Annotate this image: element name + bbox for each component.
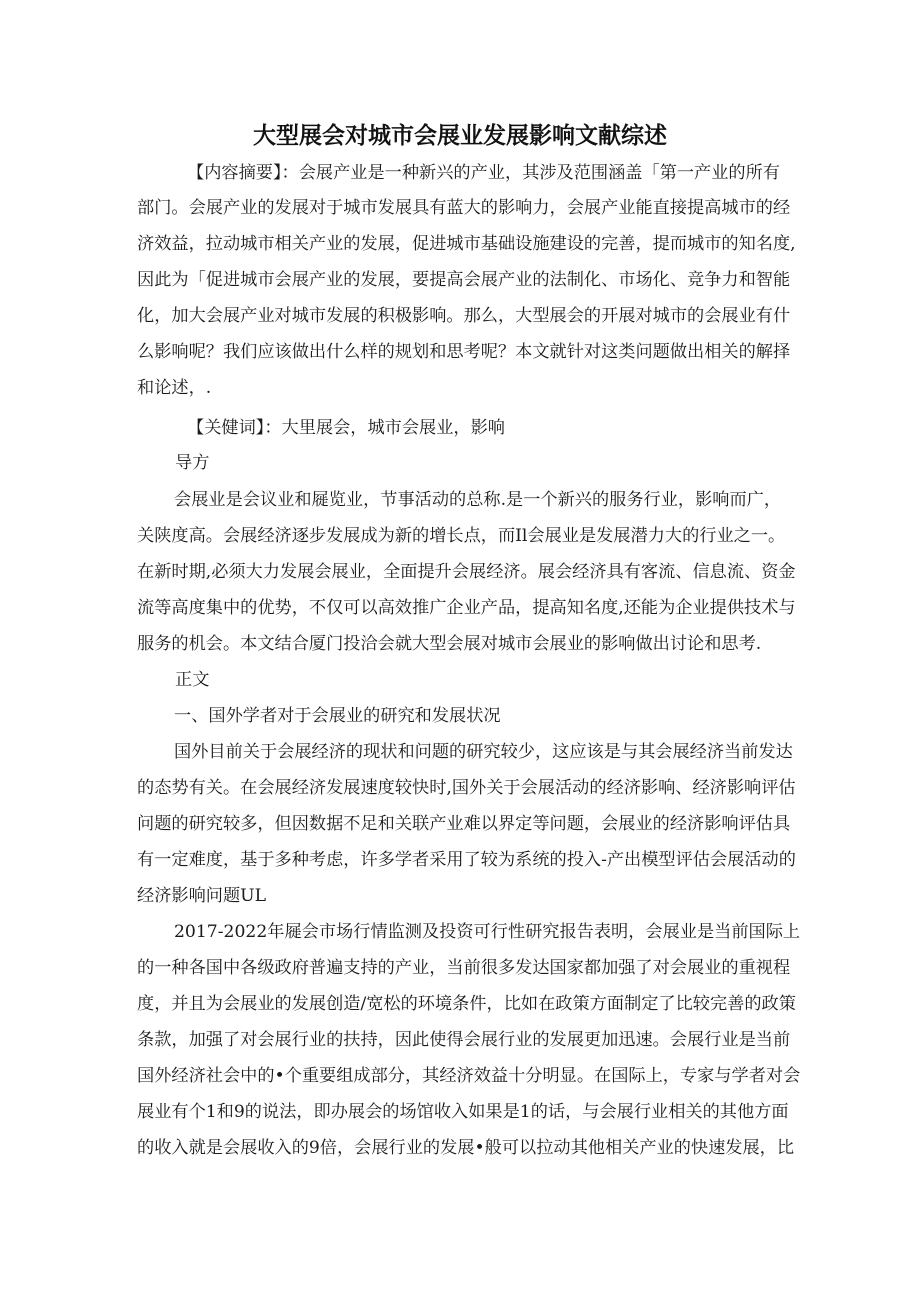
intro-line: 流等高度集中的优势，不仅可以高效推广企业产品，提高知名度,还能为企业提供技术与 — [137, 598, 796, 618]
section1-p2-line: 度，并且为会展业的发展创造/宽松的环境条件，比如在政策方面制定了比较完善的政策 — [137, 994, 796, 1014]
intro-line: 服务的机会。本文结合厦门投洽会就大型会展对城市会展业的影响做出讨论和思考. — [137, 634, 762, 654]
section1-p1-line: 问题的研究较多，但因数据不足和关联产业难以界定等问题，会展业的经济影响评估具 — [137, 814, 791, 834]
section1-p2-line: 2017-2022年屣会市场行情监测及投资可行性研究报告表明，会展业是当前国际上 — [174, 922, 801, 942]
document-title: 大型展会对城市会展业发展影响文献综述 — [253, 123, 667, 149]
abstract-line: 么影响呢？我们应该做出什么样的规划和思考呢？本文就针对这类问题做出相关的解择 — [137, 342, 791, 362]
section1-p2-line: 国外经济社会中的•个重要组成部分，其经济效益十分明显。在国际上，专家与学者对会 — [137, 1066, 801, 1086]
body-heading: 正文 — [175, 670, 210, 690]
section1-p2-line: 的收入就是会展收入的9倍，会展行业的发展•般可以拉动其他相关产业的快速发展，比 — [137, 1138, 795, 1158]
section1-p2-line: 条款，加强了对会展行业的扶持，因此使得会展行业的发展更加迅速。会展行业是当前 — [137, 1030, 791, 1050]
intro-heading: 导方 — [175, 453, 210, 473]
keywords-line: 【关健词】：大里展会，城市会展业，影响 — [187, 418, 505, 438]
abstract-line: 和论述，. — [137, 378, 212, 398]
section-heading: 一、国外学者对于会展业的研究和发展状况 — [174, 706, 501, 726]
abstract-line: 济效益，拉动城市相关产业的发展，促进城市基础设施建设的完善，提而城市的知名度, — [137, 234, 796, 254]
abstract-line: 【内容摘要】：会展产业是一种新兴的产业，其涉及范围涵盖「第一产业的所有 — [187, 163, 780, 183]
section1-p2-line: 的一种各国中各级政府普遍支持的产业，当前很多发达国家都加强了对会展业的重视程 — [137, 958, 791, 978]
abstract-line: 因此为「促进城市会展产业的发展，要提高会展产业的法制化、市场化、竞争力和智能 — [137, 270, 791, 290]
section1-p1-line: 经济影响问题UL — [137, 886, 267, 906]
intro-line: 会展业是会议业和屣览业，节事活动的总称.是一个新兴的服务行业，影响而广， — [174, 490, 782, 510]
section1-p1-line: 有一定难度，基于多种考虑，许多学者采用了较为系统的投入-产出模型评估会展活动的 — [137, 850, 796, 870]
intro-line: 关陕度高。会展经济逐步发展成为新的增长点，而Il会展业是发展潜力大的行业之一。 — [137, 526, 786, 546]
section1-p2-line: 展业有个1和9的说法，即办展会的场馆收入如果是1的话，与会展行业相关的其他方面 — [137, 1102, 789, 1122]
section1-p1-line: 的态势有关。在会展经济发展速度较快时,国外关于会展活动的经济影响、经济影响评估 — [137, 778, 796, 798]
abstract-line: 部门。会展产业的发展对于城市发展具有蓝大的影响力，会展产业能直接提高城市的经 — [137, 198, 791, 218]
abstract-line: 化，加大会展产业对城市发展的积极影响。那么，大型展会的开展对城市的会展业有什 — [137, 306, 791, 326]
intro-line: 在新时期,必须大力发展会展业，全面提升会展经济。展会经济具有客流、信息流、资金 — [137, 562, 796, 582]
section1-p1-line: 国外目前关于会展经济的现状和问题的研究较少，这应该是与其会展经济当前发达 — [174, 742, 793, 762]
